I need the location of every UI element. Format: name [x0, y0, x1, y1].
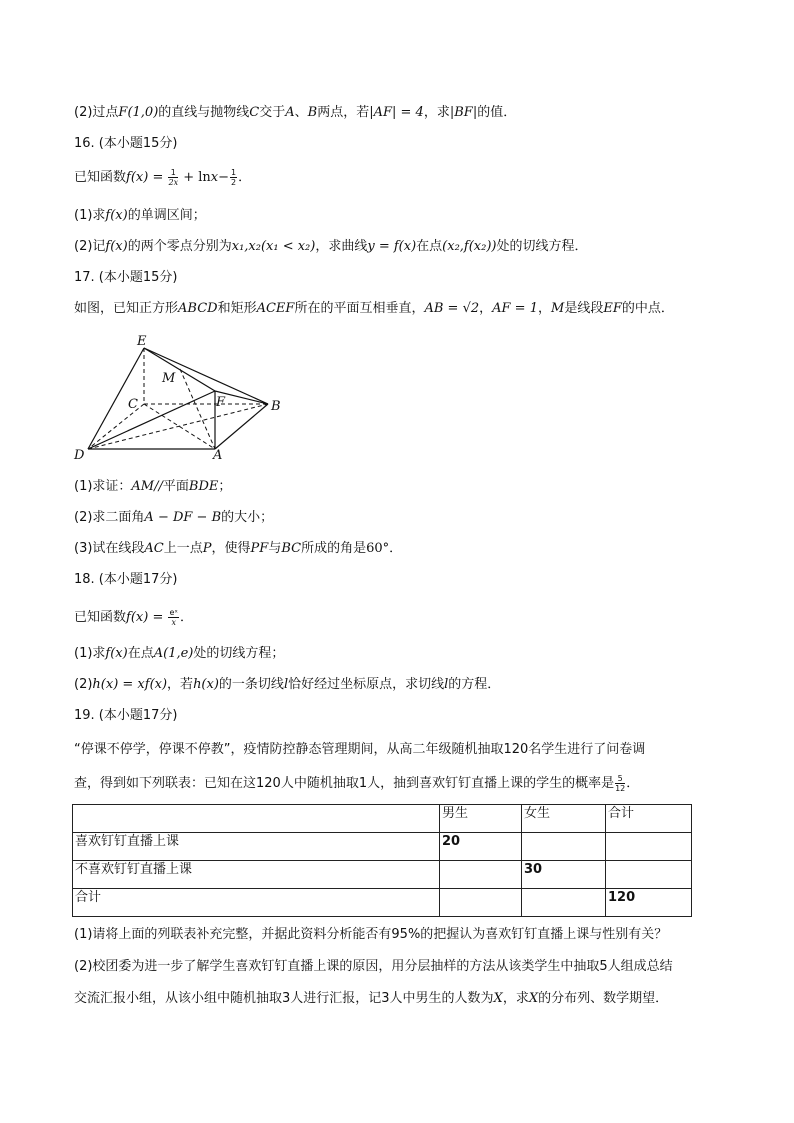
table-row — [73, 833, 692, 861]
fraction-1-over-2: $\frac{1}{2}$ — [231, 168, 237, 187]
label-M: M — [162, 371, 176, 386]
prob16-q2: (2)记f(x)的两个零点分别为x₁,x₂(x₁ < x₂)，求曲线y = f(x)在点(x₂,f(x₂))处的切线方程． — [74, 239, 588, 254]
label-F: F — [216, 395, 226, 410]
fraction-ex-over-x: $\frac{\text{eˣ}}{x}$ — [169, 608, 178, 627]
prob16-header: 16. (本小题15分) — [74, 136, 178, 151]
solid-edges — [88, 348, 268, 449]
prob19-q2-line2: 交流汇报小组，从该小组中随机抽取3人进行汇报，记3人中男生的人数为X，求X的分布列、数学期望． — [74, 991, 669, 1006]
table-cell — [440, 861, 522, 889]
prob16-q1: (1)求f(x)的单调区间； — [74, 208, 206, 223]
prob18-header: 18. (本小题17分) — [74, 572, 178, 587]
prob18-q2: (2)h(x) = xf(x)，若h(x)的一条切线l恰好经过坐标原点，求切线l的方程． — [74, 677, 501, 692]
edge-EF — [144, 348, 215, 391]
table-cell — [606, 833, 692, 861]
table-cell: 不喜欢钉钉直播上课 — [73, 861, 440, 889]
prob19-header: 19. (本小题17分) — [74, 708, 178, 723]
prob19-q1: (1)请将上面的列联表补充完整，并据此资料分析能否有95%的把握认为喜欢钉钉直播上课与性别有关？ — [74, 927, 668, 942]
prob17-header: 17. (本小题15分) — [74, 270, 178, 285]
table-row — [73, 861, 692, 889]
table-cell: 20 — [440, 833, 522, 861]
prob17-statement: 如图，已知正方形ABCD和矩形ACEF所在的平面互相垂直，AB = √2，AF = 1，M是线段EF的中点． — [74, 301, 674, 316]
fraction-5-over-12: $\frac{5}{12}$ — [615, 774, 626, 793]
edge-AB — [215, 404, 268, 449]
prob18-statement: 已知函数f(x) = $\frac{\text{eˣ}}{x}$ ． — [74, 608, 193, 627]
table-cell — [522, 833, 606, 861]
table-cell: 120 — [606, 889, 692, 917]
geometry-figure — [70, 332, 290, 464]
table-header-cell — [73, 805, 440, 833]
table-header-cell: 女生 — [522, 805, 606, 833]
label-B: B — [271, 399, 281, 414]
table-row — [73, 889, 692, 917]
table-cell — [606, 861, 692, 889]
label-C: C — [128, 397, 138, 412]
label-A: A — [213, 448, 223, 463]
table-cell: 喜欢钉钉直播上课 — [73, 833, 440, 861]
label-D: D — [74, 448, 85, 463]
prob19-statement-line1: “停课不停学，停课不停教”，疫情防控静态管理期间，从高二年级随机抽取120名学生进行了问卷调 — [74, 742, 646, 757]
edge-DF — [88, 391, 215, 449]
prob17-q1: (1)求证：AM//平面BDE； — [74, 479, 232, 494]
prob18-q1: (1)求f(x)在点A(1,e)处的切线方程； — [74, 646, 285, 661]
prob17-q3: (3)试在线段AC上一点P，使得PF与BC所成的角是60°． — [74, 541, 403, 556]
table-cell — [440, 889, 522, 917]
prob19-statement-line2: 查，得到如下列联表：已知在这120人中随机抽取1人，抽到喜欢钉钉直播上课的学生的概率是 $\frac{5}{12}$ ． — [74, 774, 640, 793]
table-header-row — [73, 805, 692, 833]
table-cell — [522, 889, 606, 917]
table-cell: 30 — [522, 861, 606, 889]
prob17-q2: (2)求二面角A − DF − B的大小； — [74, 510, 274, 525]
label-E: E — [137, 334, 147, 349]
prob16-statement: 已知函数f(x) = $\frac{1}{2x}$ + lnx− $\frac{1}{2}$ ． — [74, 168, 252, 187]
table-header-cell: 男生 — [440, 805, 522, 833]
fraction-1-over-2x: $\frac{1}{2x}$ — [168, 168, 179, 187]
prob15-part2: (2)过点F(1,0)的直线与抛物线C交于A、B两点，若|AF| = 4，求|BF|的值． — [74, 105, 517, 120]
table-cell: 合计 — [73, 889, 440, 917]
contingency-table — [72, 804, 692, 917]
table-header-cell: 合计 — [606, 805, 692, 833]
prob19-q2-line1: (2)校团委为进一步了解学生喜欢钉钉直播上课的原因，用分层抽样的方法从该类学生中抽取5人组成总结 — [74, 959, 673, 974]
